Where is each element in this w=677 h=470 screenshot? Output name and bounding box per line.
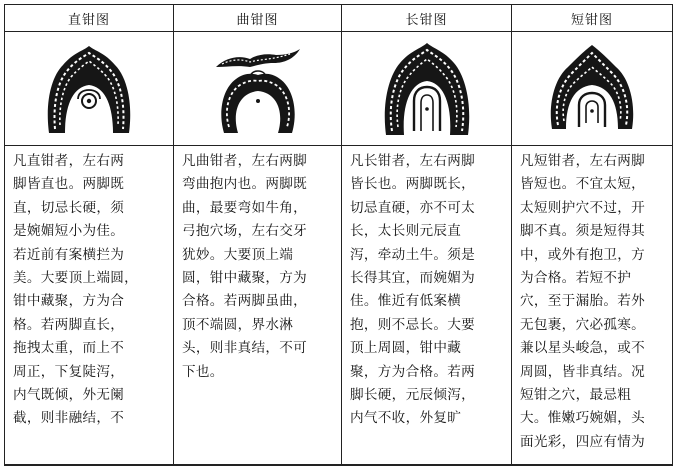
text-line: 圆，钳中藏聚，方为	[182, 270, 308, 287]
text-line: 大。惟嫩巧婉媚，头	[520, 410, 646, 427]
short-pincer-diagram-icon	[546, 43, 638, 135]
text-line: 兼以星头峻急，或不	[520, 340, 646, 357]
text-line: 弓抱穴场，左右交牙	[182, 223, 308, 240]
short-pincer-description	[512, 146, 672, 465]
text-line: 凡直钳者，左右两	[13, 153, 125, 169]
text-line: 凡长钳者，左右两脚	[350, 153, 476, 169]
pincer-comparison-table	[4, 4, 673, 466]
text-line: 凡曲钳者，左右两脚	[182, 153, 308, 169]
text-line: 头，则非真结，不可	[182, 340, 308, 357]
short-pincer-picture-cell	[512, 32, 672, 146]
text-line: 弯曲抱内也。两脚既	[182, 176, 308, 193]
text-line: 周圆，皆非真结。况	[520, 363, 646, 380]
text-line: 抱，则不忌长。大要	[350, 316, 476, 333]
text-line: 下也。	[182, 363, 224, 380]
text-line: 钳中藏聚，方为合	[13, 293, 125, 310]
text-line: 中，或外有抱卫，方	[520, 246, 646, 263]
text-line: 若近前有案横拦为	[13, 246, 125, 263]
curved-pincer-picture-cell	[174, 32, 342, 146]
text-line: 格。若两脚直长，	[13, 316, 125, 333]
text-line: 短钳之穴，最忌粗	[520, 387, 632, 404]
straight-pincer-picture-cell	[5, 32, 174, 146]
curved-pincer-description	[174, 146, 342, 465]
text-line: 犹妙。大要顶上端	[182, 246, 294, 263]
text-line: 切忌直硬，亦不可太	[350, 199, 476, 216]
text-line: 拖拽太重，而上不	[13, 340, 125, 357]
straight-pincer-diagram-icon	[43, 43, 135, 135]
text-line: 内气不收，外复旷	[350, 410, 462, 427]
long-pincer-picture-cell	[342, 32, 512, 146]
text-line: 曲，最要弯如牛角，	[182, 199, 308, 216]
text-line: 穴，至于漏胎。若外	[520, 293, 646, 310]
text-line: 合格。若两脚虽曲，	[182, 293, 308, 310]
text-line: 内气既倾，外无阑	[13, 387, 125, 404]
text-line: 面光彩，四应有情为	[520, 433, 646, 450]
curved-pincer-diagram-icon	[214, 43, 302, 135]
text-line: 顶上周圆，钳中藏	[350, 340, 462, 357]
text-line: 为合格。若短不护	[520, 270, 632, 287]
header-short-pincer: 短钳图	[512, 5, 672, 32]
text-line: 周正，下复陡泻，	[13, 363, 125, 380]
text-line: 聚，方为合格。若两	[350, 363, 476, 380]
text-line: 美。大要顶上端圆，	[13, 270, 139, 287]
text-line: 长得其宜，而婉媚为	[350, 270, 476, 287]
text-line: 佳。惟近有低案横	[350, 293, 462, 310]
text-line: 截，则非融结，不	[13, 410, 125, 427]
text-line: 长，太长则元辰直	[350, 223, 462, 240]
long-pincer-description	[342, 146, 512, 465]
text-line: 皆长也。两脚既长，	[350, 176, 476, 193]
text-line: 脚皆直也。两脚既	[13, 176, 125, 193]
text-line: 皆短也。不宜太短，	[520, 176, 646, 193]
text-line: 凡短钳者，左右两脚	[520, 153, 646, 169]
long-pincer-diagram-icon	[382, 41, 472, 137]
text-line: 无包裹，穴必孤寒。	[520, 316, 646, 333]
header-curved-pincer: 曲钳图	[174, 5, 342, 32]
header-straight-pincer: 直钳图	[5, 5, 174, 32]
text-line: 顶不端圆，界水淋	[182, 316, 294, 333]
header-long-pincer: 长钳图	[342, 5, 512, 32]
text-line: 太短则护穴不过，开	[520, 199, 646, 216]
text-line: 直，切忌长硬，须	[13, 199, 125, 216]
text-line: 脚长硬，元辰倾泻，	[350, 387, 476, 404]
text-line: 泻，牵动土牛。须是	[350, 246, 476, 263]
text-line: 脚不真。须是短得其	[520, 223, 646, 240]
text-line: 是婉媚短小为佳。	[13, 223, 125, 240]
straight-pincer-description	[5, 146, 174, 465]
